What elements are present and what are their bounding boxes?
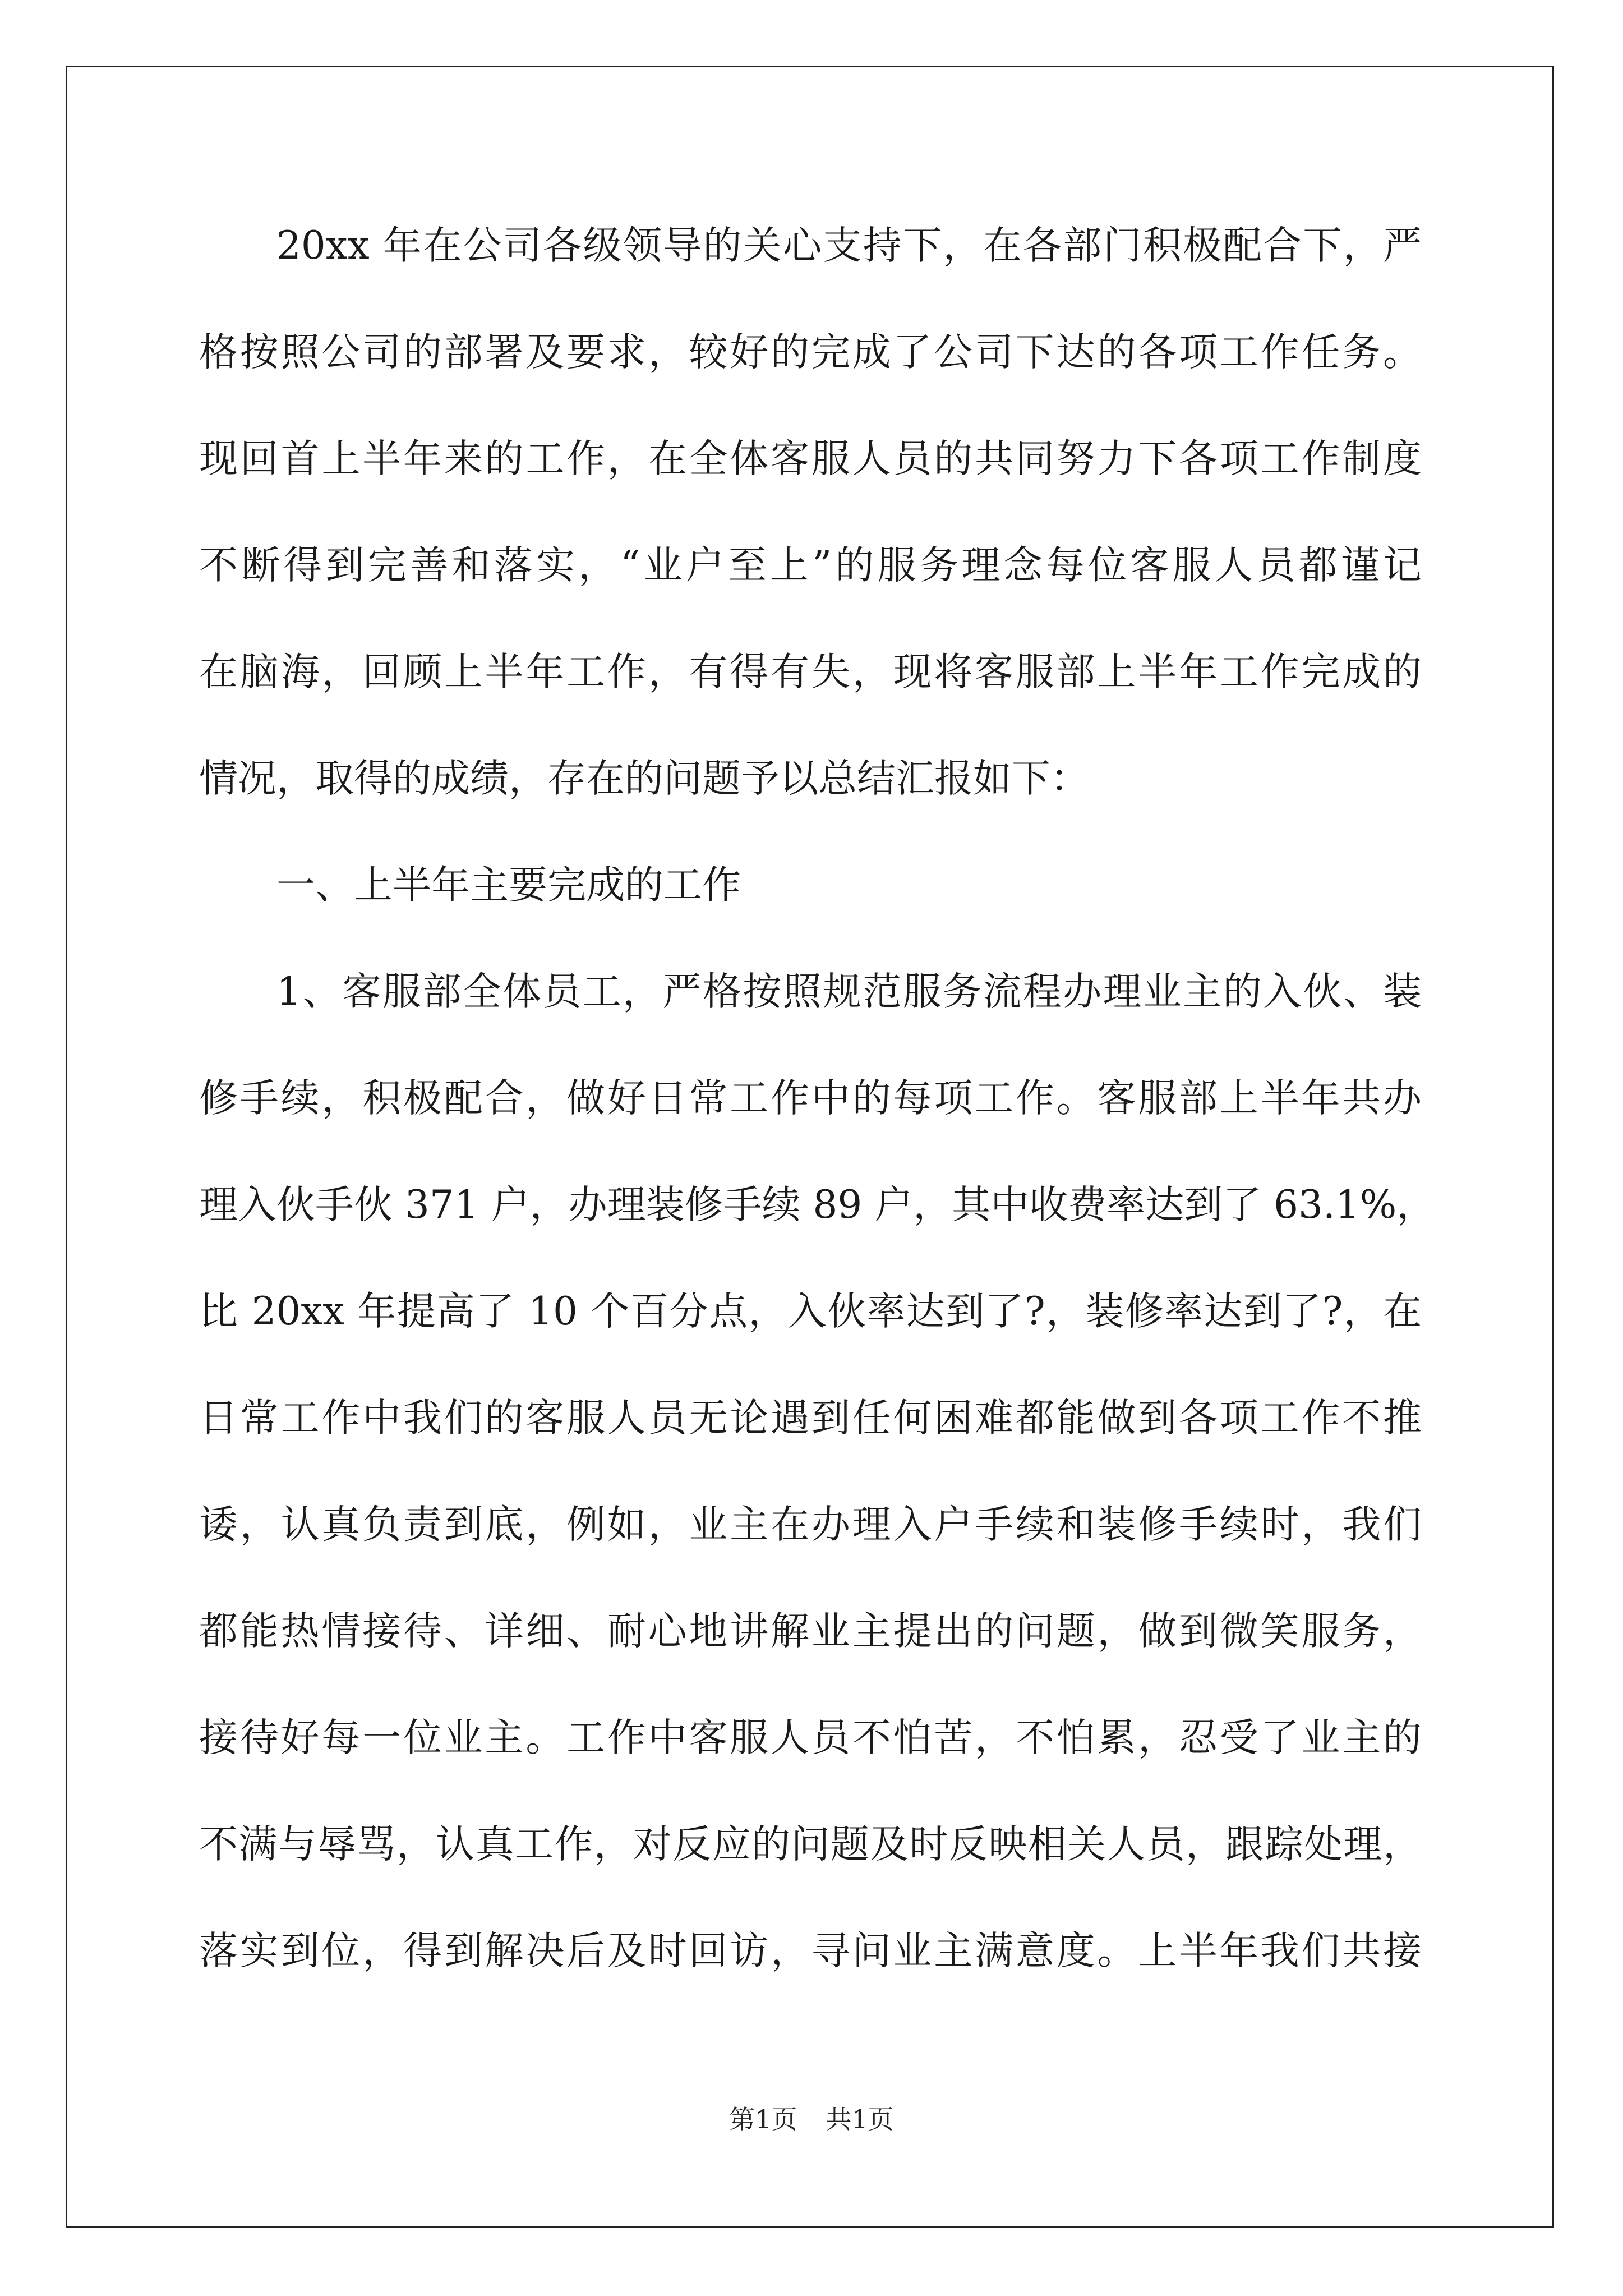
page-number-current: 第1页	[729, 2104, 797, 2134]
paragraph-1-line-3: 现回首上半年来的工作，在全体客服人员的共同努力下各项工作制度	[199, 436, 1422, 481]
paragraph-1-line-2: 格按照公司的部署及要求，较好的完成了公司下达的各项工作任务。	[199, 330, 1422, 375]
paragraph-2-line-4: 比 20xx 年提高了 10 个百分点，入伙率达到了?，装修率达到了?，在	[199, 1289, 1422, 1334]
paragraph-1-line-1: 20xx 年在公司各级领导的关心支持下，在各部门积极配合下，严	[276, 223, 1422, 268]
section-heading: 一、上半年主要完成的工作	[276, 863, 741, 908]
paragraph-2-line-7: 都能热情接待、详细、耐心地讲解业主提出的问题，做到微笑服务，	[199, 1609, 1422, 1654]
paragraph-2-line-5: 日常工作中我们的客服人员无论遇到任何困难都能做到各项工作不推	[199, 1396, 1422, 1441]
page-number-total: 共1页	[826, 2104, 894, 2134]
paragraph-2-line-2: 修手续，积极配合，做好日常工作中的每项工作。客服部上半年共办	[199, 1076, 1422, 1121]
paragraph-2-line-8: 接待好每一位业主。工作中客服人员不怕苦，不怕累，忍受了业主的	[199, 1715, 1422, 1760]
paragraph-1-line-4: 不断得到完善和落实，“业户至上”的服务理念每位客服人员都谨记	[199, 543, 1422, 588]
paragraph-1-line-6: 情况，取得的成绩，存在的问题予以总结汇报如下：	[199, 756, 1089, 801]
paragraph-2-line-6: 诿，认真负责到底，例如，业主在办理入户手续和装修手续时，我们	[199, 1502, 1422, 1547]
paragraph-2-line-9: 不满与辱骂，认真工作，对反应的问题及时反映相关人员，跟踪处理，	[199, 1822, 1422, 1867]
page-border	[66, 66, 1554, 2228]
paragraph-2-line-3: 理入伙手伙 371 户，办理装修手续 89 户，其中收费率达到了 63.1%，	[199, 1182, 1436, 1227]
paragraph-2-line-10: 落实到位，得到解决后及时回访，寻问业主满意度。上半年我们共接	[199, 1929, 1422, 1973]
page-footer	[0, 2102, 1623, 2136]
paragraph-1-line-5: 在脑海，回顾上半年工作，有得有失，现将客服部上半年工作完成的	[199, 650, 1422, 694]
paragraph-2-line-1: 1、客服部全体员工，严格按照规范服务流程办理业主的入伙、装	[276, 969, 1422, 1014]
